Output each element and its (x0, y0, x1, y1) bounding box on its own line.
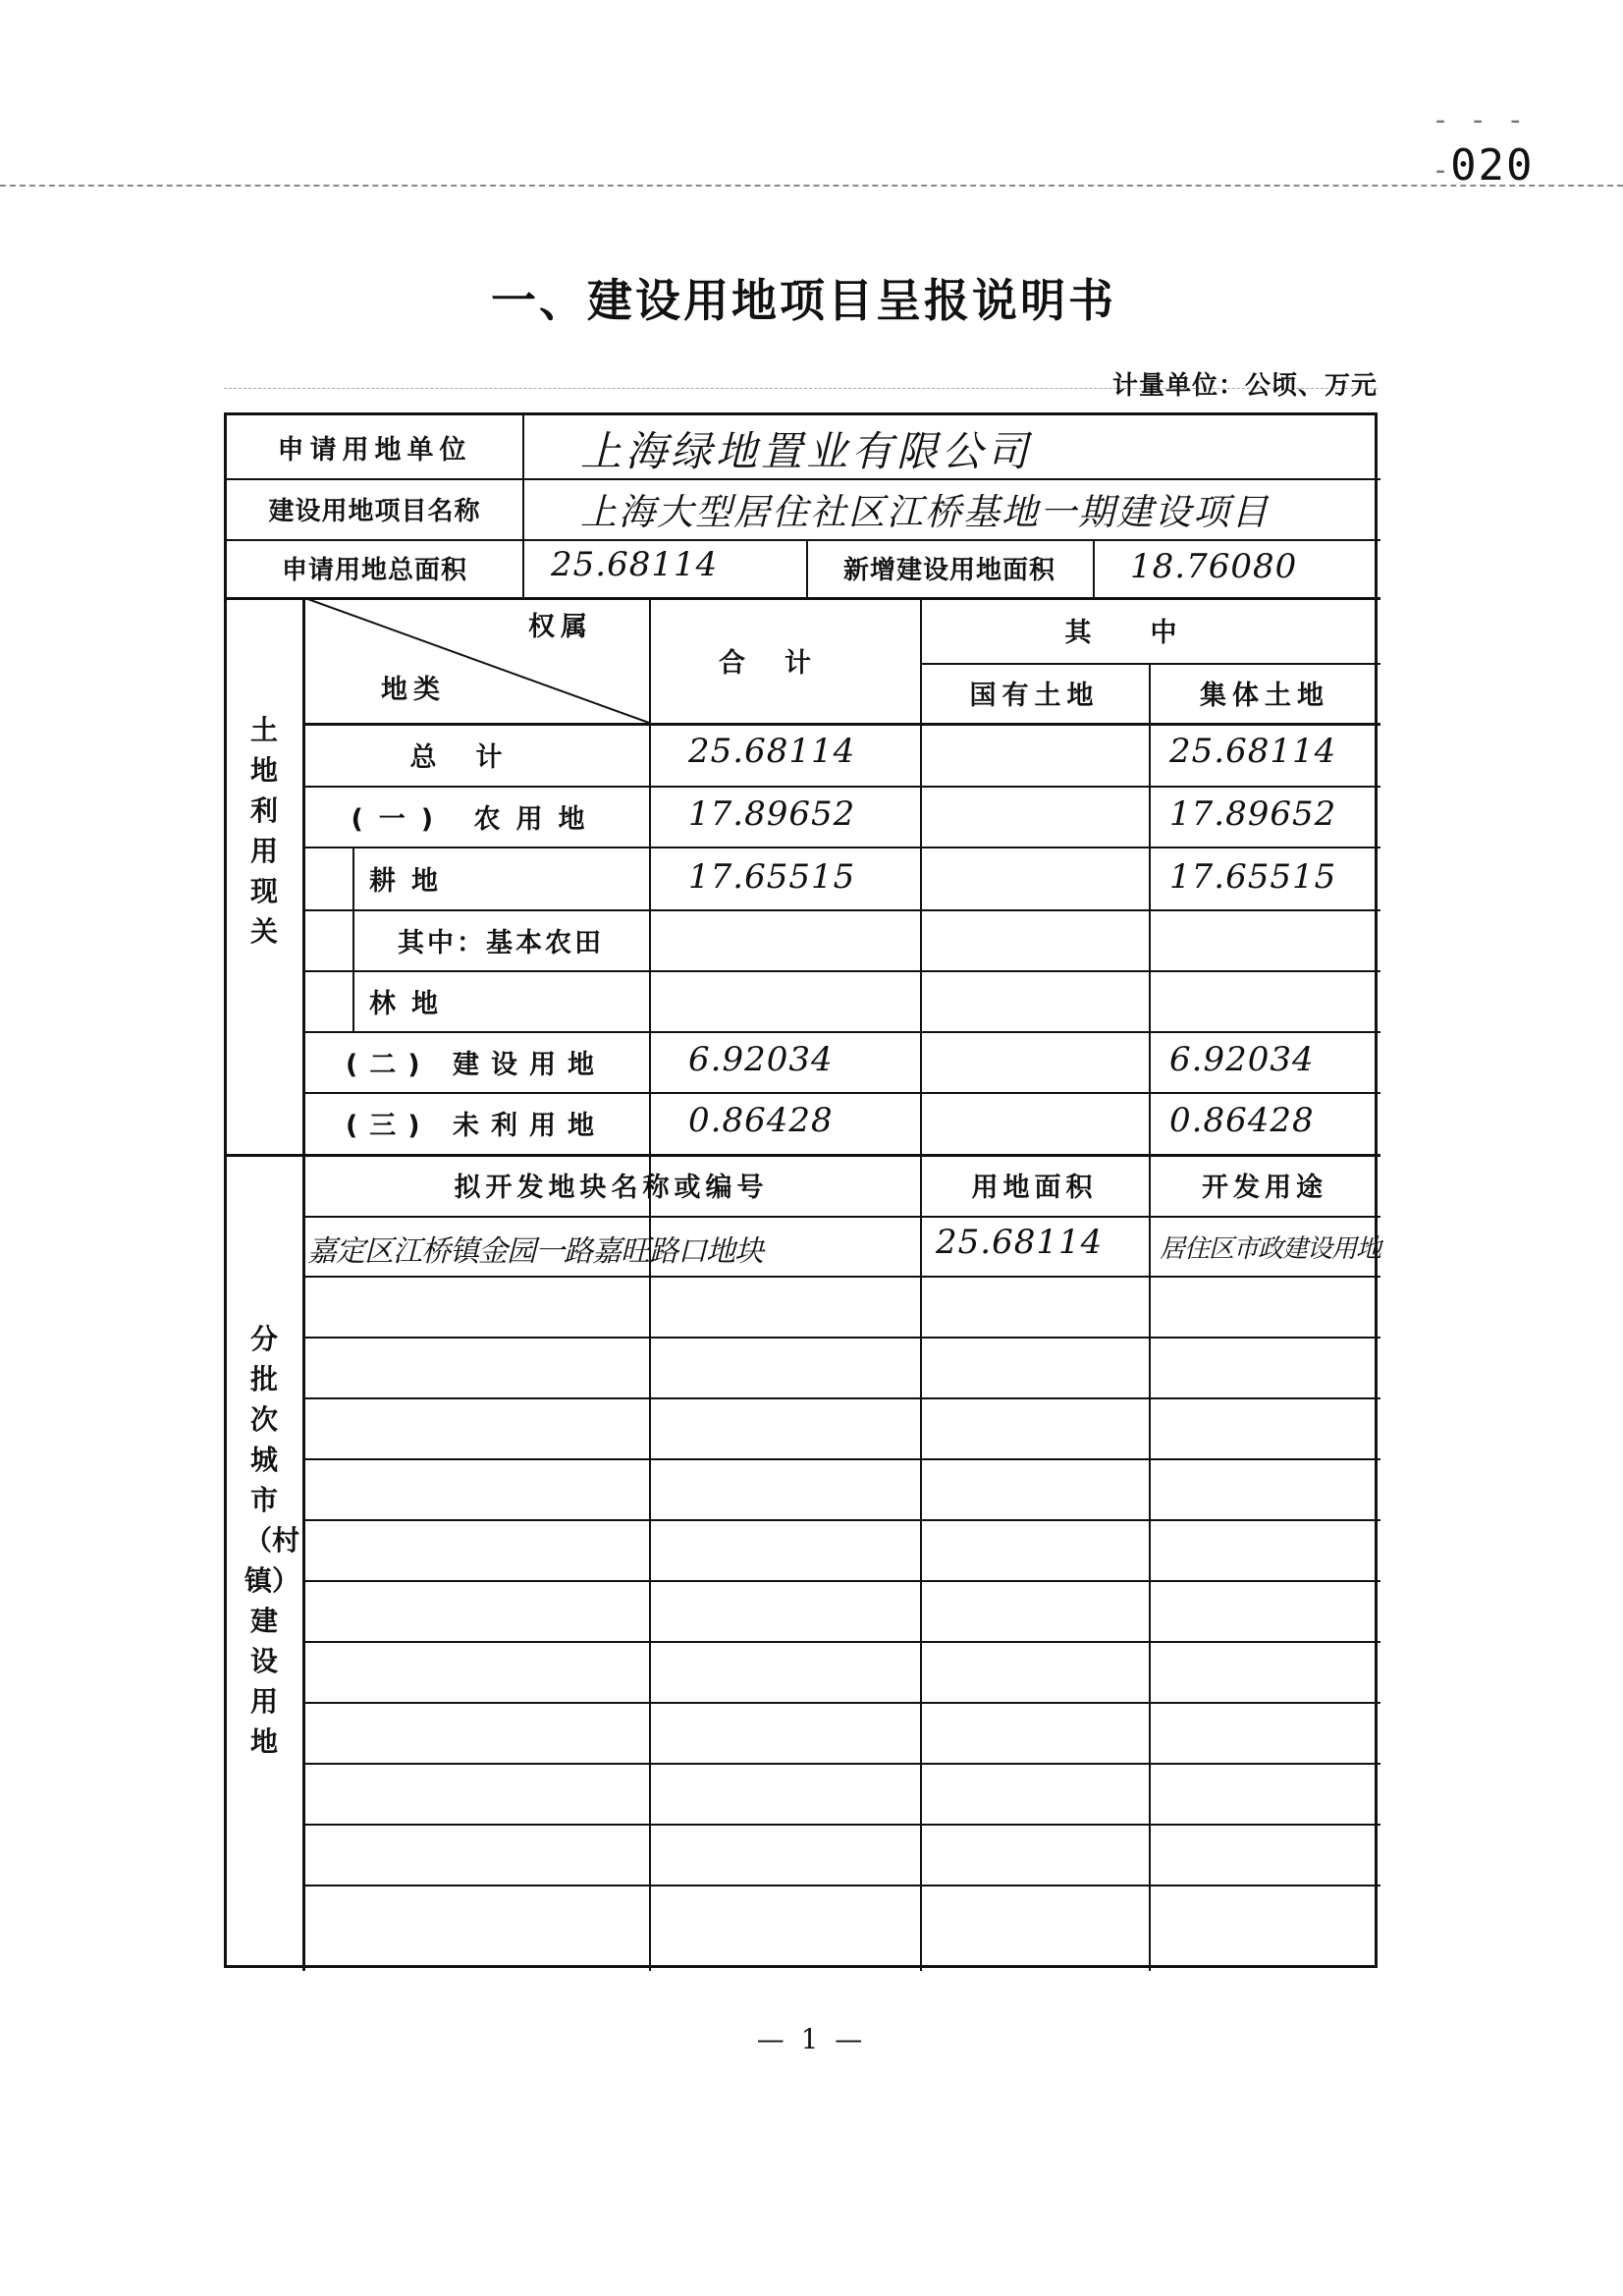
total-area-label: 申请用地总面积 (281, 556, 467, 585)
row-label-agricultural: (一) 农用地 (351, 803, 601, 835)
batch-use-value: 居住区市政建设用地 (1160, 1234, 1381, 1264)
collective-grand-total: 25.68114 (1169, 732, 1337, 771)
land-use-section-label: 土地利用现关 (249, 714, 278, 948)
col-development-use: 开发用途 (1202, 1173, 1327, 1203)
new-area-value: 18.76080 (1130, 547, 1298, 586)
top-dashed-rule (0, 185, 1623, 187)
batch-section-label: 分批次城市（村镇）建设用地 (244, 1323, 300, 1758)
header-total: 合计 (719, 647, 850, 679)
new-area-label: 新增建设用地面积 (842, 556, 1055, 585)
col-plot-name: 拟开发地块名称或编号 (454, 1173, 769, 1203)
row-label-unused: (三) 未利用地 (345, 1111, 607, 1141)
total-grand-total: 25.68114 (688, 732, 856, 771)
total-unused: 0.86428 (688, 1101, 834, 1140)
collective-cultivated: 17.65515 (1169, 857, 1337, 897)
collective-construction: 6.92034 (1169, 1040, 1315, 1079)
batch-area-value: 25.68114 (936, 1223, 1104, 1262)
batch-plot-value: 嘉定区江桥镇金园一路嘉旺路口地块 (307, 1234, 763, 1269)
header-landtype: 地类 (381, 674, 446, 705)
header-of-which: 其中 (1064, 618, 1236, 648)
project-name-label: 建设用地项目名称 (268, 496, 481, 526)
collective-unused: 0.86428 (1169, 1101, 1315, 1140)
total-area-value: 25.68114 (551, 545, 719, 584)
page-number-top (1432, 90, 1623, 191)
row-label-grand-total: 总计 (409, 741, 542, 773)
total-agricultural: 17.89652 (688, 794, 856, 834)
total-construction: 6.92034 (688, 1040, 834, 1079)
row-label-cultivated: 耕地 (369, 865, 454, 897)
header-collective-land: 集体土地 (1200, 681, 1329, 711)
page-footer-number: — 1 — (756, 2023, 867, 2055)
page-number-dashes: - - - - (1432, 103, 1526, 188)
measurement-unit: 计量单位：公顷、万元 (1111, 371, 1378, 401)
project-name-value: 上海大型居住社区江桥基地一期建设项目 (580, 491, 1270, 533)
applicant-value: 上海绿地置业有限公司 (580, 427, 1033, 475)
row-label-basic-farmland: 其中：基本农田 (398, 927, 604, 958)
header-ownership: 权属 (528, 611, 593, 642)
col-land-area: 用地面积 (971, 1173, 1098, 1203)
document-title: 一、建设用地项目呈报说明书 (491, 274, 1116, 327)
applicant-label: 申请用地单位 (277, 434, 472, 465)
page-number-value: 020 (1450, 140, 1535, 191)
collective-agricultural: 17.89652 (1169, 794, 1337, 834)
form-table (224, 412, 1381, 1968)
row-label-forest: 林地 (369, 988, 454, 1019)
row-label-construction: (二) 建设用地 (345, 1049, 607, 1080)
header-state-land: 国有土地 (969, 681, 1100, 711)
total-cultivated: 17.65515 (688, 857, 856, 897)
